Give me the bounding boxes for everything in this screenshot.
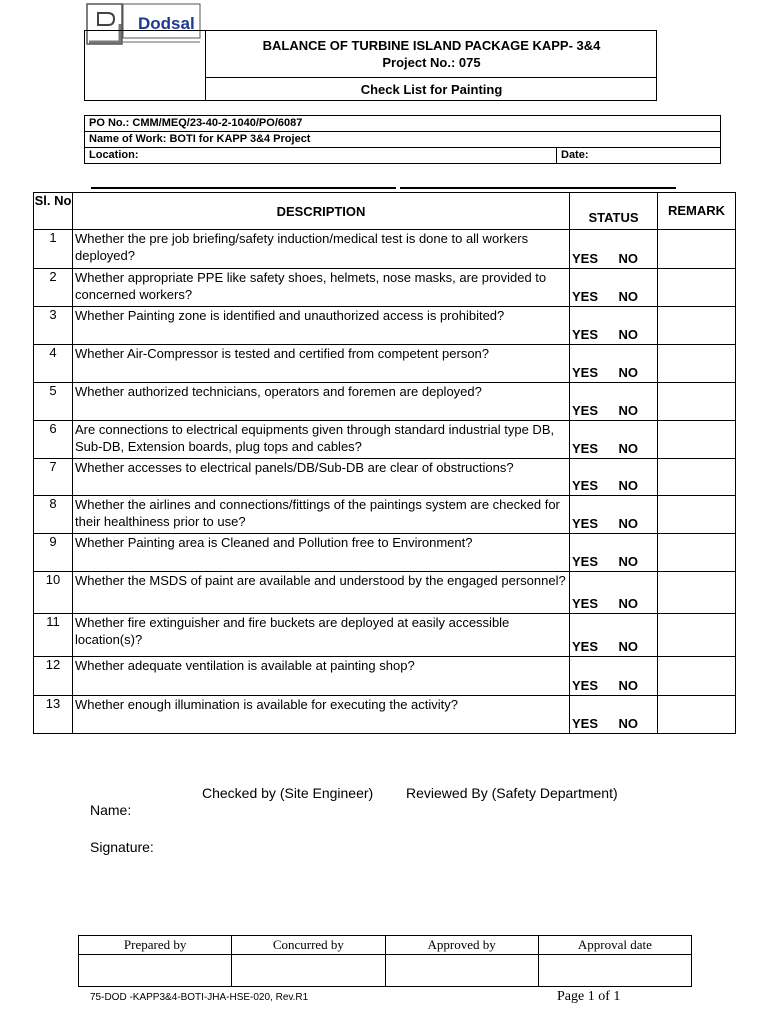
name-label: Name: (90, 802, 132, 818)
checklist-table (33, 192, 736, 734)
checklist-row (34, 307, 736, 345)
checklist-row (34, 421, 736, 459)
checklist-row (34, 459, 736, 496)
checklist-row (34, 696, 736, 734)
status-no[interactable]: NO (618, 459, 658, 496)
checklist-row (34, 496, 736, 534)
status-no[interactable]: NO (618, 383, 658, 421)
po-number: PO No.: CMM/MEQ/23-40-2-1040/PO/6087 (85, 116, 721, 132)
remark-cell[interactable] (658, 459, 736, 496)
row-number: 1 (34, 230, 73, 269)
row-description: Whether Air-Compressor is tested and certified from competent person? (73, 345, 570, 383)
status-no[interactable]: NO (618, 534, 658, 572)
logo-cell (84, 30, 206, 101)
status-yes[interactable]: YES (570, 696, 618, 734)
status-no[interactable]: NO (618, 657, 658, 696)
document-code: 75-DOD -KAPP3&4-BOTI-JHA-HSE-020, Rev.R1 (90, 992, 309, 1003)
title-line: BALANCE OF TURBINE ISLAND PACKAGE KAPP- 3&4 (262, 37, 601, 53)
checklist-row (34, 534, 736, 572)
prepared-by-label: Prepared by (79, 936, 232, 955)
project-number: Project No.: 075 (382, 54, 481, 70)
checklist-row (34, 614, 736, 657)
row-description: Whether accesses to electrical panels/DB/Sub-DB are clear of obstructions? (73, 459, 570, 496)
status-yes[interactable]: YES (570, 421, 618, 459)
approval-table (78, 935, 692, 987)
status-yes[interactable]: YES (570, 383, 618, 421)
status-no[interactable]: NO (618, 614, 658, 657)
row-description: Whether fire extinguisher and fire buckets are deployed at easily accessible location(s)? (73, 614, 570, 657)
col-description-header: DESCRIPTION (73, 193, 570, 230)
checklist-row (34, 230, 736, 269)
status-no[interactable]: NO (618, 572, 658, 614)
status-no[interactable]: NO (618, 269, 658, 307)
row-description: Whether the MSDS of paint are available and understood by the engaged personnel? (73, 572, 570, 614)
remark-cell[interactable] (658, 383, 736, 421)
approval-date-field[interactable] (538, 955, 691, 987)
row-description: Whether Painting zone is identified and unauthorized access is prohibited? (73, 307, 570, 345)
status-yes[interactable]: YES (570, 269, 618, 307)
header-subtitle: Check List for Painting (360, 82, 503, 97)
status-yes[interactable]: YES (570, 307, 618, 345)
status-yes[interactable]: YES (570, 572, 618, 614)
col-status-header: STATUS (570, 193, 658, 230)
checklist-row (34, 345, 736, 383)
status-no[interactable]: NO (618, 307, 658, 345)
row-description: Whether appropriate PPE like safety shoes, helmets, nose masks, are provided to concerned workers? (73, 269, 570, 307)
logo-text: Dodsal (138, 14, 195, 33)
row-description: Whether adequate ventilation is available at painting shop? (73, 657, 570, 696)
row-number: 9 (34, 534, 73, 572)
status-no[interactable]: NO (618, 696, 658, 734)
concurred-by-label: Concurred by (232, 936, 385, 955)
checklist-row (34, 383, 736, 421)
approved-by-label: Approved by (385, 936, 538, 955)
row-number: 8 (34, 496, 73, 534)
row-number: 7 (34, 459, 73, 496)
col-sl-header: Sl. No (34, 193, 73, 230)
location-label: Location: (85, 148, 557, 164)
page-number: Page 1 of 1 (557, 989, 621, 1004)
work-name: Name of Work: BOTI for KAPP 3&4 Project (85, 132, 721, 148)
row-number: 4 (34, 345, 73, 383)
checklist-row (34, 269, 736, 307)
row-number: 10 (34, 572, 73, 614)
remark-cell[interactable] (658, 572, 736, 614)
row-description: Whether authorized technicians, operators and foremen are deployed? (73, 383, 570, 421)
remark-cell[interactable] (658, 421, 736, 459)
date-label: Date: (557, 148, 721, 164)
row-number: 6 (34, 421, 73, 459)
remark-cell[interactable] (658, 696, 736, 734)
signature-label: Signature: (90, 839, 154, 855)
checked-by-label: Checked by (Site Engineer) (202, 785, 374, 801)
remark-cell[interactable] (658, 496, 736, 534)
status-yes[interactable]: YES (570, 534, 618, 572)
remark-cell[interactable] (658, 307, 736, 345)
row-description: Whether enough illumination is available for executing the activity? (73, 696, 570, 734)
row-number: 3 (34, 307, 73, 345)
row-number: 11 (34, 614, 73, 657)
row-number: 13 (34, 696, 73, 734)
remark-cell[interactable] (658, 534, 736, 572)
remark-cell[interactable] (658, 269, 736, 307)
divider-line (91, 187, 396, 189)
row-description: Whether the pre job briefing/safety induction/medical test is done to all workers deployed? (73, 230, 570, 269)
remark-cell[interactable] (658, 614, 736, 657)
row-number: 12 (34, 657, 73, 696)
reviewed-by-label: Reviewed By (Safety Department) (406, 785, 618, 801)
po-info-table (84, 115, 721, 164)
row-number: 2 (34, 269, 73, 307)
concurred-by-field[interactable] (232, 955, 385, 987)
row-number: 5 (34, 383, 73, 421)
status-yes[interactable]: YES (570, 459, 618, 496)
status-yes[interactable]: YES (570, 230, 618, 269)
row-description: Are connections to electrical equipments given through standard industrial type DB, Sub-DB, Extension boards, plug tops and cables? (73, 421, 570, 459)
row-description: Whether Painting area is Cleaned and Pollution free to Environment? (73, 534, 570, 572)
status-yes[interactable]: YES (570, 496, 618, 534)
status-no[interactable]: NO (618, 496, 658, 534)
col-remark-header: REMARK (658, 193, 736, 230)
divider-line (400, 187, 676, 189)
checklist-row (34, 657, 736, 696)
status-yes[interactable]: YES (570, 657, 618, 696)
row-description: Whether the airlines and connections/fittings of the paintings system are checked for their healthiness prior to use? (73, 496, 570, 534)
remark-cell[interactable] (658, 230, 736, 269)
approval-date-label: Approval date (538, 936, 691, 955)
remark-cell[interactable] (658, 657, 736, 696)
remark-cell[interactable] (658, 345, 736, 383)
status-no[interactable]: NO (618, 230, 658, 269)
approved-by-field[interactable] (385, 955, 538, 987)
status-no[interactable]: NO (618, 345, 658, 383)
status-no[interactable]: NO (618, 421, 658, 459)
header-title (206, 30, 657, 78)
checklist-row (34, 572, 736, 614)
status-yes[interactable]: YES (570, 614, 618, 657)
prepared-by-field[interactable] (79, 955, 232, 987)
status-yes[interactable]: YES (570, 345, 618, 383)
